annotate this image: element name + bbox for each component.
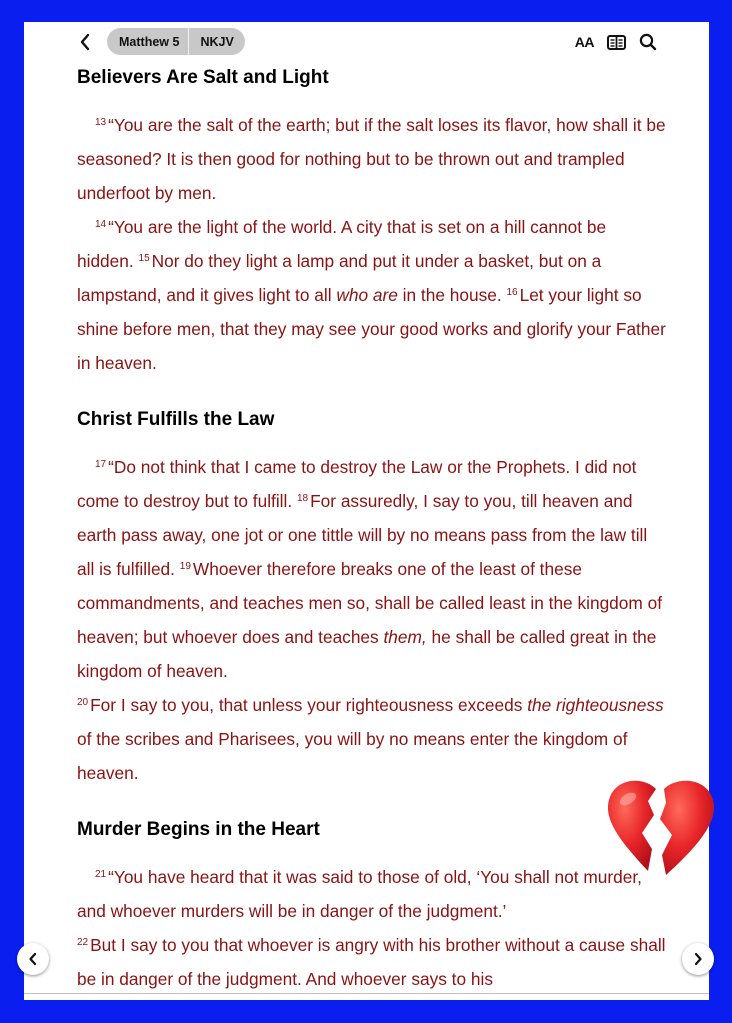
toolbar-actions bbox=[575, 30, 657, 54]
search-button[interactable] bbox=[639, 33, 657, 51]
back-button[interactable] bbox=[74, 30, 96, 54]
paragraph bbox=[77, 450, 667, 688]
paragraph bbox=[77, 928, 667, 996]
verse-number: 17 bbox=[95, 459, 107, 470]
verse-text[interactable]: But I say to you that whoever is angry with his brother without a cause shall be in danger of the judgment. And whoever says to his bbox=[77, 935, 666, 989]
version-button[interactable]: NKJV bbox=[200, 34, 234, 49]
verse-italic-text: the righteousness bbox=[527, 695, 664, 715]
section-heading: Murder Begins in the Heart bbox=[77, 819, 320, 840]
chevron-right-icon bbox=[693, 952, 703, 966]
top-toolbar bbox=[24, 22, 709, 62]
section-spacer bbox=[77, 380, 667, 404]
verse-text[interactable]: he shall be called great in the kingdom of heaven. bbox=[77, 627, 657, 681]
verse-number: 16 bbox=[506, 287, 518, 298]
scripture-text bbox=[77, 62, 667, 996]
chevron-left-icon bbox=[79, 33, 91, 51]
chevron-left-icon bbox=[28, 952, 38, 966]
verse-text[interactable]: “Do not think that I came to destroy the Law or the Prophets. I did not come to destroy but to fulfill. bbox=[77, 457, 637, 511]
verse-italic-text: who are bbox=[336, 285, 398, 305]
verse-italic-text: them, bbox=[383, 627, 427, 647]
verse-text[interactable]: “You are the light of the world. A city that is set on a hill cannot be hidden. bbox=[77, 217, 607, 271]
verse-text[interactable]: Whoever therefore breaks one of the least of these commandments, and teaches men so, shall be called least in the kingdom of heaven; but whoever does and teaches bbox=[77, 559, 663, 647]
verse-text[interactable]: Nor do they light a lamp and put it under a basket, but on a lampstand, and it gives light to all bbox=[77, 251, 602, 305]
book-chapter-button[interactable]: Matthew 5 bbox=[119, 34, 180, 49]
paragraph bbox=[77, 688, 667, 790]
verse-text[interactable]: in the house. bbox=[402, 285, 502, 305]
verse-number: 21 bbox=[95, 869, 107, 880]
previous-chapter-button[interactable] bbox=[17, 943, 49, 975]
verse-text[interactable]: Let your light so shine before men, that they may see your good works and glorify your Father in heaven. bbox=[77, 285, 666, 373]
passage-selector bbox=[107, 28, 245, 55]
verse-number: 13 bbox=[95, 117, 107, 128]
section-heading: Christ Fulfills the Law bbox=[77, 409, 275, 430]
next-chapter-button[interactable] bbox=[682, 943, 714, 975]
verse-number: 15 bbox=[138, 253, 150, 264]
paragraph bbox=[77, 210, 667, 380]
verse-text[interactable]: “You are the salt of the earth; but if the salt loses its flavor, how shall it be seasoned? It is then good for nothing but to be thrown out and trampled underfoot by men. bbox=[77, 115, 666, 203]
verse-text[interactable]: For I say to you, that unless your righteousness exceeds bbox=[90, 695, 523, 715]
search-icon bbox=[639, 33, 657, 51]
reader-mode-button[interactable] bbox=[607, 35, 626, 50]
bottom-divider bbox=[24, 993, 709, 994]
broken-heart-icon bbox=[604, 775, 720, 879]
verse-number: 22 bbox=[77, 937, 89, 948]
verse-number: 18 bbox=[296, 493, 309, 504]
verse-number: 20 bbox=[77, 697, 89, 708]
verse-number: 19 bbox=[179, 561, 191, 572]
verse-text[interactable]: For assuredly, I say to you, till heaven and earth pass away, one jot or one tittle will by no means pass from the law till all is fulfilled. bbox=[77, 491, 648, 579]
verse-text[interactable]: of the scribes and Pharisees, you will by no means enter the kingdom of heaven. bbox=[77, 729, 628, 783]
section-spacer bbox=[77, 790, 667, 814]
verse-text[interactable]: “You have heard that it was said to those of old, ‘You shall not murder, and whoever murders will be in danger of the judgment.’ bbox=[77, 867, 642, 921]
paragraph bbox=[77, 860, 667, 928]
book-icon bbox=[607, 35, 626, 50]
verse-number: 14 bbox=[95, 219, 107, 230]
font-size-button[interactable] bbox=[575, 34, 594, 50]
section-heading: Believers Are Salt and Light bbox=[77, 67, 329, 88]
font-size-label: AA bbox=[574, 34, 594, 50]
paragraph bbox=[77, 108, 667, 210]
